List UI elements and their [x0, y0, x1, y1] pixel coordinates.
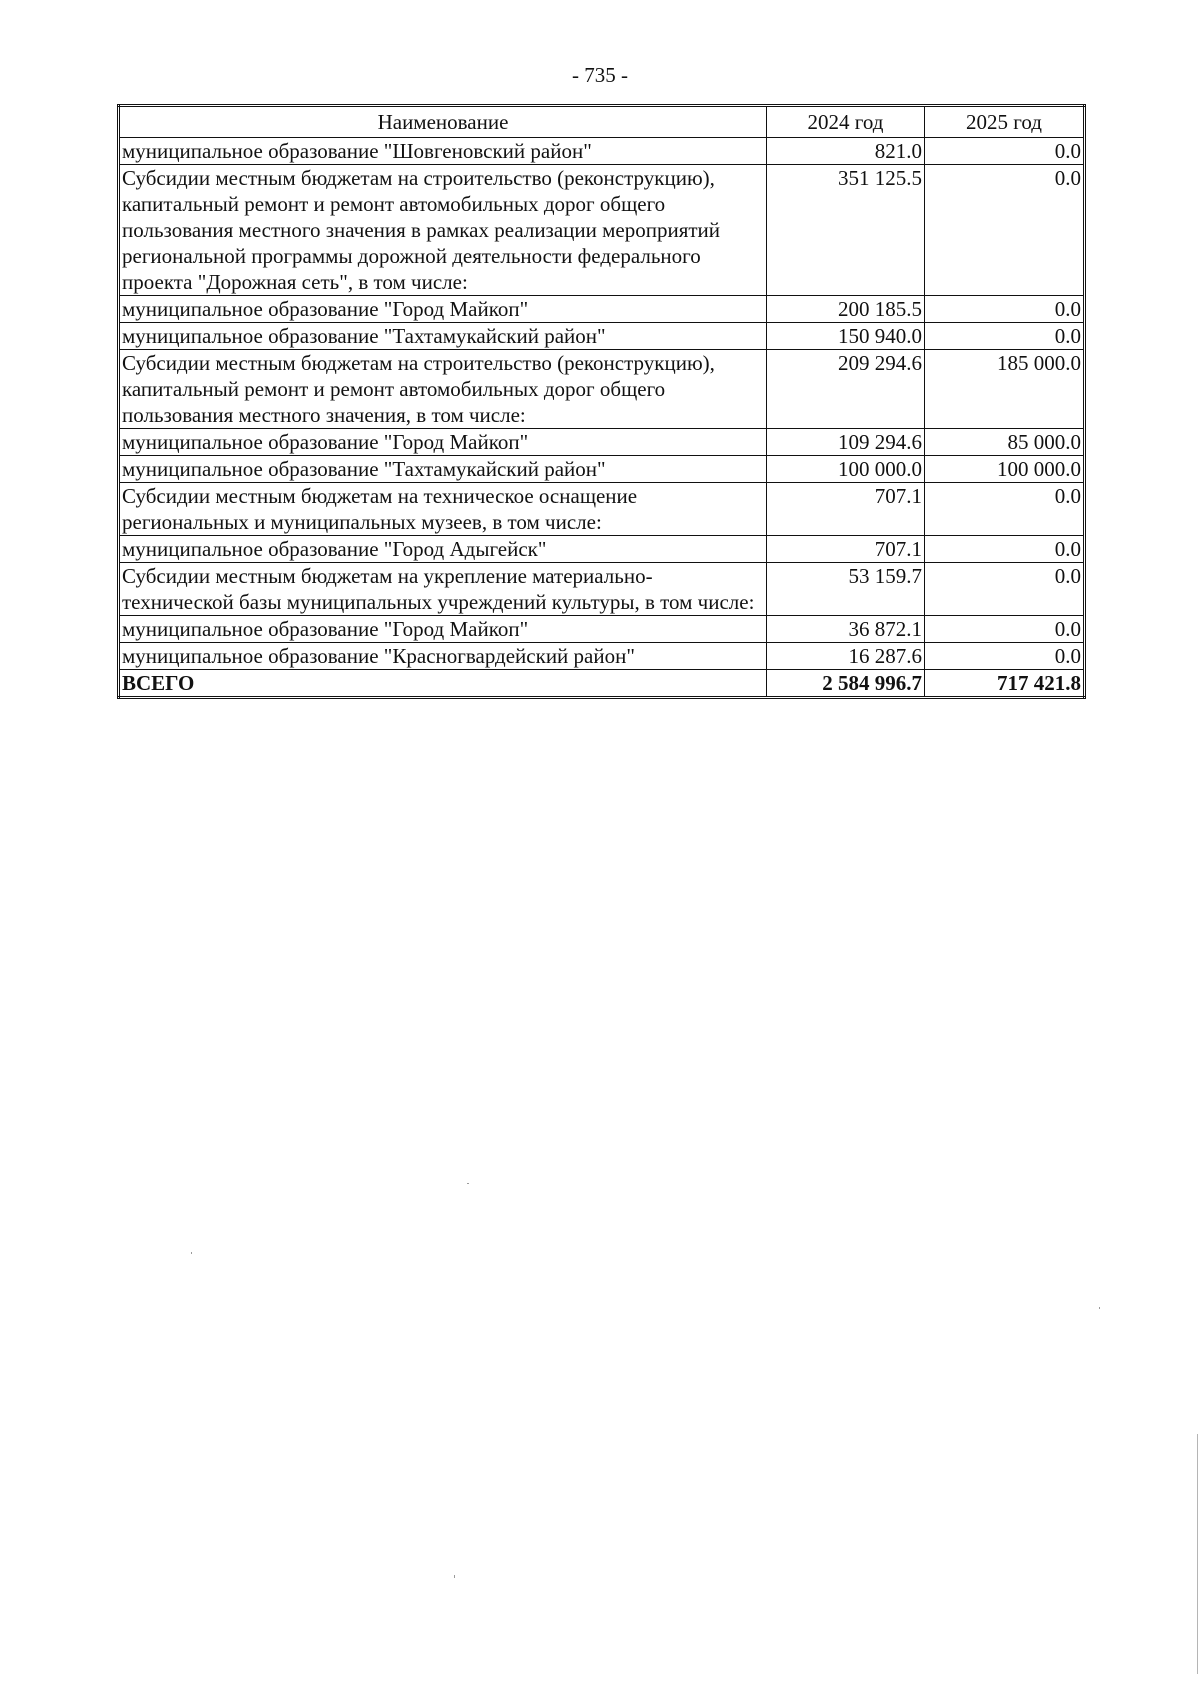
budget-table: [117, 104, 1086, 699]
total-label: ВСЕГО: [119, 670, 767, 698]
table-row: [119, 429, 1085, 456]
row-name: Субсидии местным бюджетам на укрепление материально-технической базы муниципальных учреждений культуры, в том числе:: [119, 563, 767, 616]
row-value-2024: 200 185.5: [767, 296, 925, 323]
row-value-2025: 0.0: [925, 296, 1085, 323]
table-header-row: [119, 106, 1085, 138]
row-value-2024: 707.1: [767, 483, 925, 536]
header-name: Наименование: [119, 106, 767, 138]
table-row: [119, 165, 1085, 296]
row-name: муниципальное образование "Город Майкоп": [119, 429, 767, 456]
row-value-2025: 0.0: [925, 323, 1085, 350]
row-value-2024: 100 000.0: [767, 456, 925, 483]
row-value-2025: 0.0: [925, 536, 1085, 563]
scan-edge-line: [1197, 1434, 1198, 1674]
row-value-2025: 0.0: [925, 483, 1085, 536]
table-row: [119, 616, 1085, 643]
header-2025: 2025 год: [925, 106, 1085, 138]
row-name: муниципальное образование "Тахтамукайский район": [119, 323, 767, 350]
scan-speck: [191, 1252, 192, 1254]
row-value-2024: 150 940.0: [767, 323, 925, 350]
table-row: [119, 483, 1085, 536]
header-2024: 2024 год: [767, 106, 925, 138]
scan-speck: [454, 1575, 455, 1578]
row-value-2024: 707.1: [767, 536, 925, 563]
table-total-row: [119, 670, 1085, 698]
row-value-2024: 209 294.6: [767, 350, 925, 429]
row-name: Субсидии местным бюджетам на строительство (реконструкцию), капитальный ремонт и ремонт автомобильных дорог общего пользования местного значения, в том числе:: [119, 350, 767, 429]
row-value-2024: 16 287.6: [767, 643, 925, 670]
row-name: муниципальное образование "Тахтамукайский район": [119, 456, 767, 483]
row-value-2024: 36 872.1: [767, 616, 925, 643]
row-name: муниципальное образование "Шовгеновский район": [119, 138, 767, 165]
row-value-2025: 0.0: [925, 643, 1085, 670]
table-row: [119, 323, 1085, 350]
row-value-2024: 821.0: [767, 138, 925, 165]
row-value-2025: 185 000.0: [925, 350, 1085, 429]
table-row: [119, 536, 1085, 563]
table-row: [119, 350, 1085, 429]
row-value-2024: 351 125.5: [767, 165, 925, 296]
row-value-2025: 0.0: [925, 616, 1085, 643]
row-name: муниципальное образование "Город Адыгейск": [119, 536, 767, 563]
row-name: Субсидии местным бюджетам на техническое оснащение региональных и муниципальных музеев, в том числе:: [119, 483, 767, 536]
row-value-2025: 85 000.0: [925, 429, 1085, 456]
row-value-2025: 0.0: [925, 563, 1085, 616]
row-name: муниципальное образование "Красногвардейский район": [119, 643, 767, 670]
row-value-2024: 109 294.6: [767, 429, 925, 456]
row-value-2025: 0.0: [925, 165, 1085, 296]
page-number: - 735 -: [572, 63, 628, 87]
total-value-2025: 717 421.8: [925, 670, 1085, 698]
row-value-2024: 53 159.7: [767, 563, 925, 616]
table-row: [119, 563, 1085, 616]
table-row: [119, 456, 1085, 483]
row-value-2025: 0.0: [925, 138, 1085, 165]
total-value-2024: 2 584 996.7: [767, 670, 925, 698]
row-value-2025: 100 000.0: [925, 456, 1085, 483]
table-row: [119, 296, 1085, 323]
row-name: муниципальное образование "Город Майкоп": [119, 296, 767, 323]
scan-speck: [1099, 1307, 1100, 1309]
row-name: Субсидии местным бюджетам на строительство (реконструкцию), капитальный ремонт и ремонт автомобильных дорог общего пользования местного значения в рамках реализации мероприятий региональной программы дорожной деятельности федерального проекта "Дорожная сеть", в том числе:: [119, 165, 767, 296]
table-row: [119, 643, 1085, 670]
scan-speck: [467, 1183, 469, 1184]
table-row: [119, 138, 1085, 165]
row-name: муниципальное образование "Город Майкоп": [119, 616, 767, 643]
